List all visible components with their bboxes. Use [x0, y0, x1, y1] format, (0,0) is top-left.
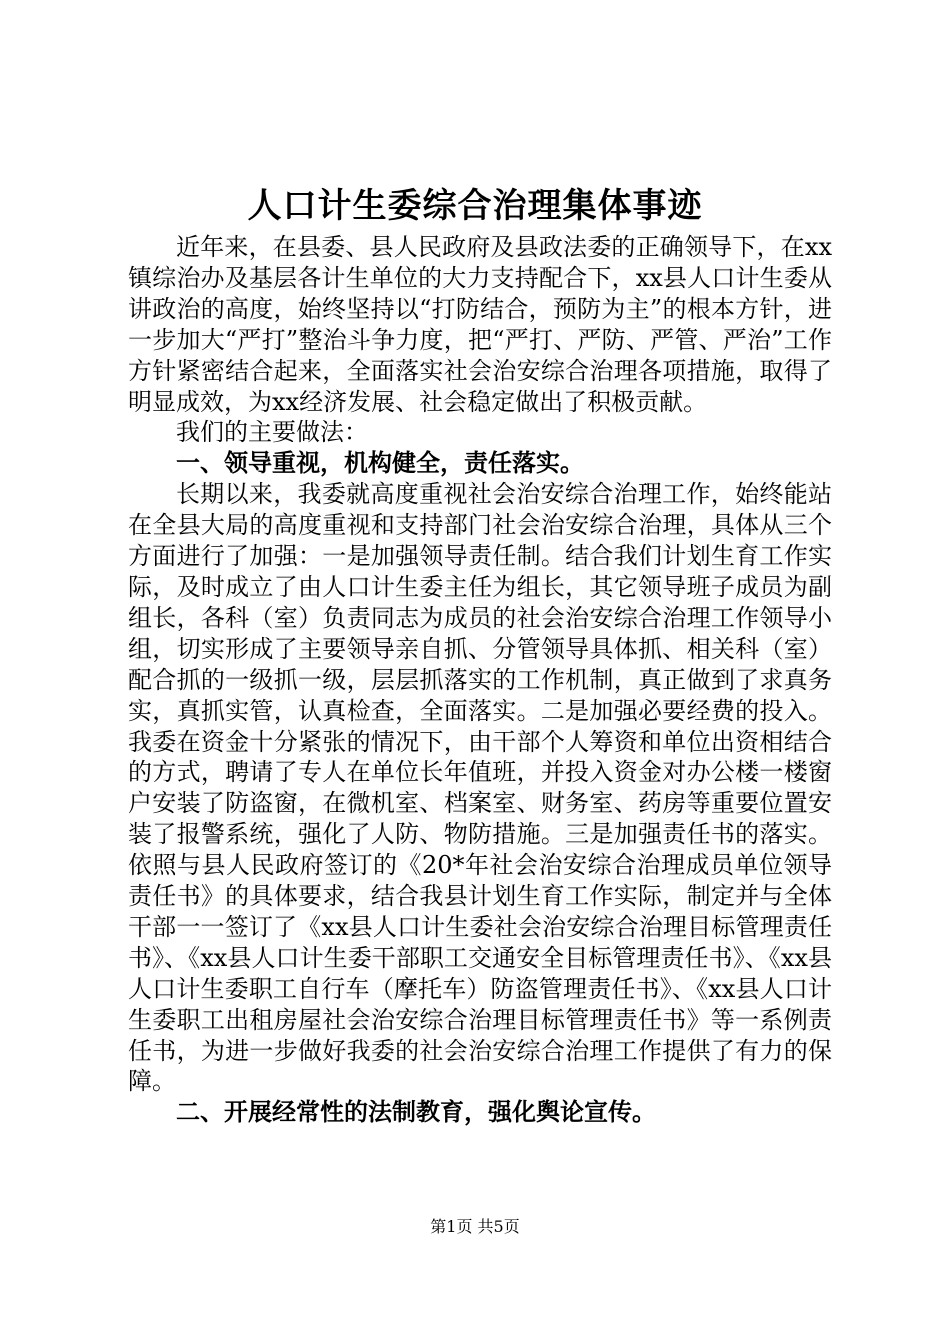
page-title: 人口计生委综合治理集体事迹	[247, 186, 703, 226]
section-1-paragraph: 长期以来，我委就高度重视社会治安综合治理工作，始终能站在全县大局的高度重视和支持部门社会治安综合治理，具体从三个方面进行了加强：一是加强领导责任制。结合我们计划生育工作实际，及时成立了由人口计生委主任为组长，其它领导班子成员为副组长，各科（室）负责同志为成员的社会治安综合治理工作领导小组，切实形成了主要领导亲自抓、分管领导具体抓、相关科（室）配合抓的一级抓一级，层层抓落实的工作机制，真正做到了求真务实，真抓实管，认真检查，全面落实。二是加强必要经费的投入。我委在资金十分紧张的情况下，由干部个人筹资和单位出资相结合的方式，聘请了专人在单位长年值班，并投入资金对办公楼一楼窗户安装了防盗窗，在微机室、档案室、财务室、药房等重要位置安装了报警系统，强化了人防、物防措施。三是加强责任书的落实。依照与县人民政府签订的《20*年社会治安综合治理成员单位领导责任书》的具体要求，结合我县计划生育工作实际，制定并与全体干部一一签订了《xx县人口计生委社会治安综合治理目标管理责任书》、《xx县人口计生委干部职工交通安全目标管理责任书》、《xx县人口计生委职工自行车（摩托车）防盗管理责任书》、《xx县人口计生委职工出租房屋社会治安综合治理目标管理责任书》等一系例责任书，为进一步做好我委的社会治安综合治理工作提供了有力的保障。	[128, 480, 832, 1096]
page-footer: 第1页 共5页	[430, 1217, 520, 1236]
section-heading-1: 一、领导重视，机构健全，责任落实。	[176, 449, 584, 478]
intro-paragraph: 近年来，在县委、县人民政府及县政法委的正确领导下，在xx镇综治办及基层各计生单位的大力支持配合下，xx县人口计生委从讲政治的高度，始终坚持以“打防结合，预防为主”的根本方针，进一步加大“严打”整治斗争力度，把“严打、严防、严管、严治”工作方针紧密结合起来，全面落实社会治安综合治理各项措施，取得了明显成效，为xx经济发展、社会稳定做出了积极贡献。	[128, 233, 832, 416]
methods-intro-paragraph: 我们的主要做法：	[176, 418, 368, 447]
section-heading-2: 二、开展经常性的法制教育，强化舆论宣传。	[176, 1098, 656, 1127]
document-body	[128, 232, 832, 1128]
